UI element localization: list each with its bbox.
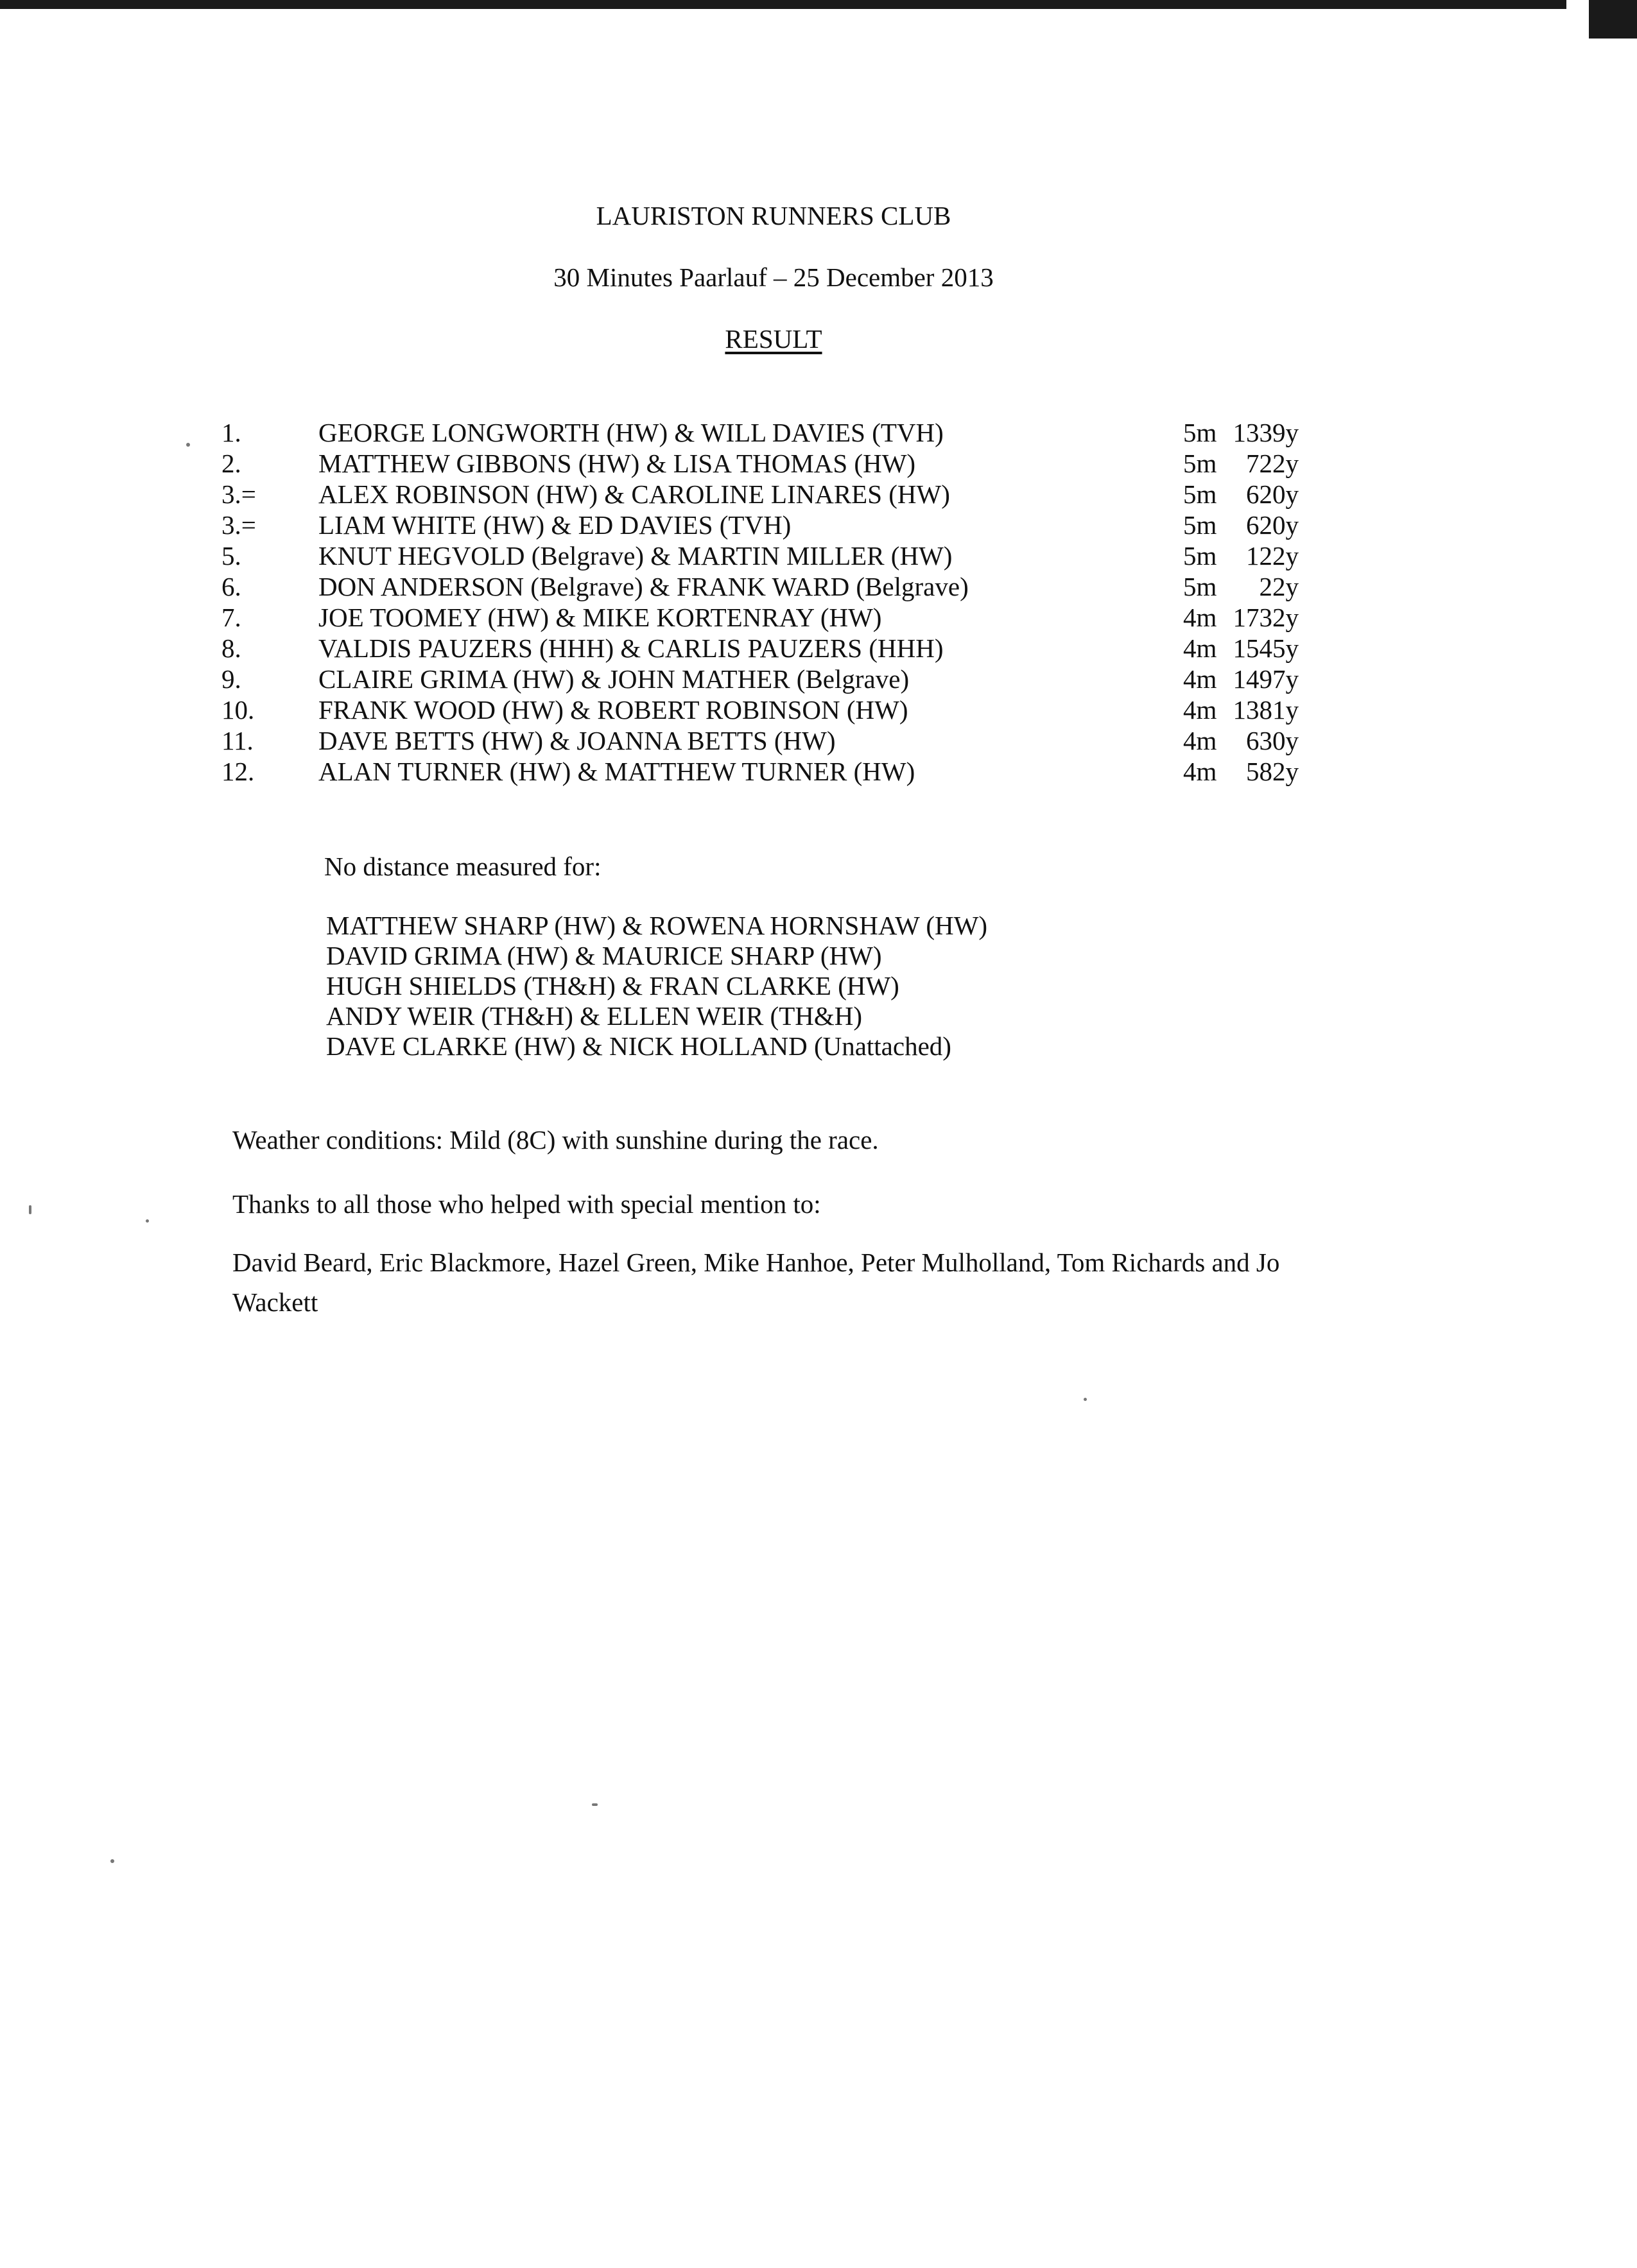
no-distance-pair: DAVID GRIMA (HW) & MAURICE SHARP (HW) <box>326 941 882 970</box>
result-miles: 4m <box>1183 757 1217 786</box>
result-yards: 722y <box>1246 449 1299 478</box>
result-miles: 5m <box>1183 449 1217 478</box>
result-pair-names: LIAM WHITE (HW) & ED DAVIES (TVH) <box>318 510 792 540</box>
result-position: 7. <box>221 603 241 632</box>
result-row <box>0 725 1477 756</box>
result-row <box>0 417 1477 448</box>
result-pair-names: ALEX ROBINSON (HW) & CAROLINE LINARES (HW) <box>318 479 950 509</box>
no-distance-pair: HUGH SHIELDS (TH&H) & FRAN CLARKE (HW) <box>326 971 899 1001</box>
result-yards: 620y <box>1246 479 1299 509</box>
result-pair-names: JOE TOOMEY (HW) & MIKE KORTENRAY (HW) <box>318 603 882 632</box>
weather-conditions: Weather conditions: Mild (8C) with sunshine during the race. <box>232 1125 879 1155</box>
result-yards: 1545y <box>1233 633 1299 663</box>
result-position: 1. <box>221 418 241 447</box>
result-row <box>0 479 1477 510</box>
result-pair-names: ALAN TURNER (HW) & MATTHEW TURNER (HW) <box>318 757 915 786</box>
result-pair-names: FRANK WOOD (HW) & ROBERT ROBINSON (HW) <box>318 695 908 725</box>
result-miles: 4m <box>1183 695 1217 725</box>
no-distance-heading: No distance measured for: <box>324 852 602 881</box>
scan-edge-right <box>1589 0 1637 39</box>
result-miles: 5m <box>1183 479 1217 509</box>
result-position: 3.= <box>221 510 256 540</box>
result-pair-names: CLAIRE GRIMA (HW) & JOHN MATHER (Belgrave) <box>318 664 910 694</box>
scan-speck <box>29 1205 31 1214</box>
result-position: 8. <box>221 633 241 663</box>
result-position: 10. <box>221 695 255 725</box>
result-yards: 122y <box>1246 541 1299 571</box>
results-table <box>0 417 1477 787</box>
result-position: 12. <box>221 757 255 786</box>
result-pair-names: GEORGE LONGWORTH (HW) & WILL DAVIES (TVH) <box>318 418 944 447</box>
result-row <box>0 510 1477 540</box>
no-distance-pair: DAVE CLARKE (HW) & NICK HOLLAND (Unattached) <box>326 1031 951 1061</box>
result-pair-names: MATTHEW GIBBONS (HW) & LISA THOMAS (HW) <box>318 449 916 478</box>
result-yards: 22y <box>1259 572 1299 601</box>
result-row <box>0 448 1477 479</box>
result-row <box>0 540 1477 571</box>
result-yards: 630y <box>1246 726 1299 755</box>
result-row <box>0 633 1477 664</box>
result-position: 3.= <box>221 479 256 509</box>
result-miles: 5m <box>1183 418 1217 447</box>
result-row <box>0 571 1477 602</box>
result-miles: 4m <box>1183 633 1217 663</box>
result-miles: 5m <box>1183 510 1217 540</box>
scan-speck <box>110 1859 114 1863</box>
scan-speck <box>592 1803 598 1806</box>
result-pair-names: KNUT HEGVOLD (Belgrave) & MARTIN MILLER (HW) <box>318 541 953 571</box>
no-distance-pair: MATTHEW SHARP (HW) & ROWENA HORNSHAW (HW) <box>326 911 988 940</box>
event-title: 30 Minutes Paarlauf – 25 December 2013 <box>553 262 994 292</box>
thanks-note: Thanks to all those who helped with special mention to: <box>232 1189 821 1219</box>
result-yards: 582y <box>1246 757 1299 786</box>
result-yards: 1339y <box>1233 418 1299 447</box>
result-position: 5. <box>221 541 241 571</box>
scan-speck <box>146 1219 149 1223</box>
result-miles: 5m <box>1183 541 1217 571</box>
result-row <box>0 756 1477 787</box>
result-miles: 4m <box>1183 726 1217 755</box>
result-position: 6. <box>221 572 241 601</box>
result-row <box>0 664 1477 694</box>
result-miles: 5m <box>1183 572 1217 601</box>
result-pair-names: DAVE BETTS (HW) & JOANNA BETTS (HW) <box>318 726 836 755</box>
no-distance-list <box>326 910 987 1061</box>
result-position: 2. <box>221 449 241 478</box>
result-yards: 1497y <box>1233 664 1299 694</box>
result-yards: 1732y <box>1233 603 1299 632</box>
result-heading: RESULT <box>725 324 822 354</box>
result-row <box>0 694 1477 725</box>
scan-speck <box>1084 1398 1087 1401</box>
result-pair-names: DON ANDERSON (Belgrave) & FRANK WARD (Belgrave) <box>318 572 969 601</box>
result-yards: 620y <box>1246 510 1299 540</box>
result-yards: 1381y <box>1233 695 1299 725</box>
result-pair-names: VALDIS PAUZERS (HHH) & CARLIS PAUZERS (HHH) <box>318 633 944 663</box>
result-position: 11. <box>221 726 254 755</box>
scan-edge-top <box>0 0 1566 9</box>
club-title: LAURISTON RUNNERS CLUB <box>596 201 951 230</box>
no-distance-pair: ANDY WEIR (TH&H) & ELLEN WEIR (TH&H) <box>326 1001 863 1031</box>
result-miles: 4m <box>1183 603 1217 632</box>
result-position: 9. <box>221 664 241 694</box>
result-miles: 4m <box>1183 664 1217 694</box>
result-row <box>0 602 1477 633</box>
helpers-list: David Beard, Eric Blackmore, Hazel Green, Mike Hanhoe, Peter Mulholland, Tom Richards and Jo Wackett <box>232 1248 1280 1317</box>
